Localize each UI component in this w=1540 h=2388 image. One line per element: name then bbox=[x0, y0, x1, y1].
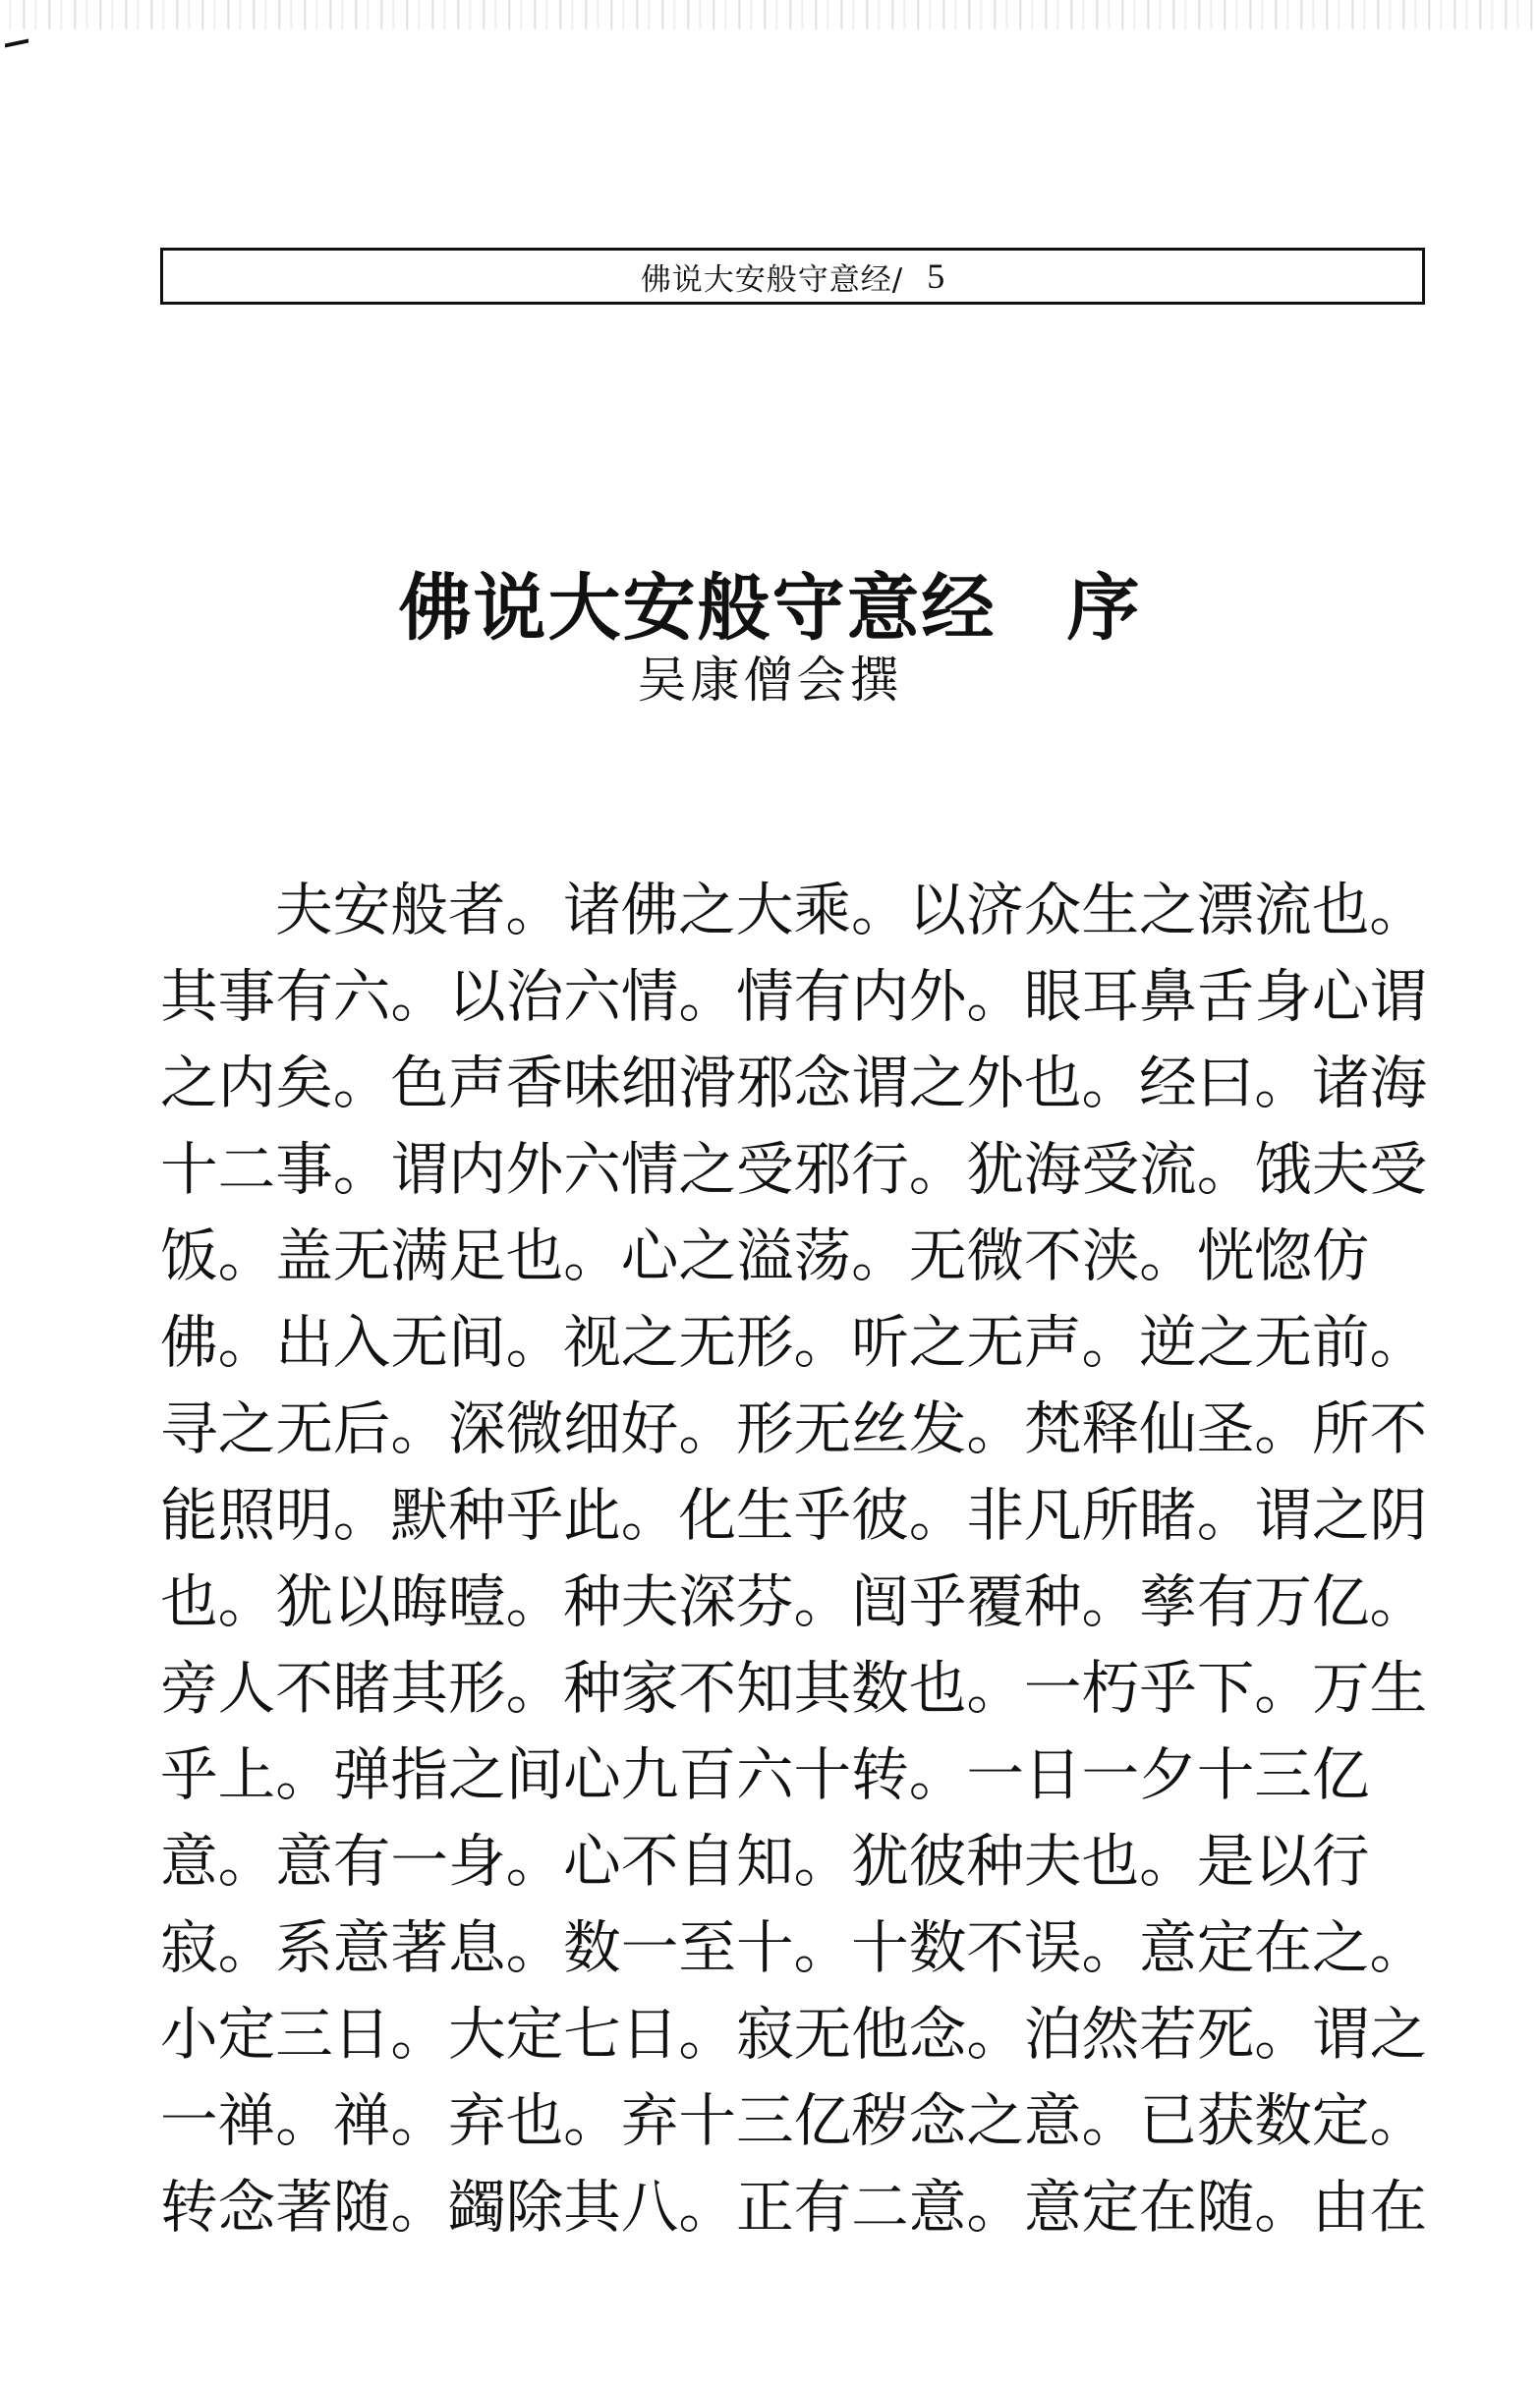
chapter-title-main: 佛说大安般守意经 bbox=[398, 566, 997, 651]
chapter-title bbox=[0, 550, 1540, 654]
body-paragraph bbox=[160, 867, 1432, 2250]
body-line: 乎上。弹指之间心九百六十转。一日一夕十三亿 bbox=[160, 1741, 1370, 1808]
body-line: 佛。出入无间。视之无形。听之无声。逆之无前。 bbox=[160, 1309, 1428, 1376]
body-line: 一禅。禅。弃也。弃十三亿秽念之意。已获数定。 bbox=[160, 2087, 1428, 2154]
running-head-title: 佛说大安般守意经/ bbox=[640, 261, 904, 298]
scan-artifact-mark bbox=[5, 38, 29, 47]
body-line: 能照明。默种乎此。化生乎彼。非凡所睹。谓之阴 bbox=[160, 1482, 1428, 1549]
page-number: 5 bbox=[927, 256, 945, 296]
body-line: 夫安般者。诸佛之大乘。以济众生之漂流也。 bbox=[275, 877, 1427, 943]
body-line: 转念著随。蠲除其八。正有二意。意定在随。由在 bbox=[160, 2174, 1428, 2241]
body-line: 之内矣。色声香味细滑邪念谓之外也。经曰。诸海 bbox=[160, 1050, 1428, 1116]
author-line: 吴康僧会撰 bbox=[637, 652, 903, 709]
body-line: 也。犹以晦曀。种夫深芬。闿乎覆种。孳有万亿。 bbox=[160, 1568, 1428, 1635]
body-line: 饭。盖无满足也。心之溢荡。无微不浃。恍惚仿 bbox=[160, 1222, 1370, 1289]
body-line: 小定三日。大定七日。寂无他念。泊然若死。谓之 bbox=[160, 2001, 1428, 2068]
scan-artifact-top-edge bbox=[0, 0, 1540, 29]
body-line: 意。意有一身。心不自知。犹彼种夫也。是以行 bbox=[160, 1828, 1370, 1895]
body-line: 十二事。谓内外六情之受邪行。犹海受流。饿夫受 bbox=[160, 1136, 1428, 1203]
body-line: 寻之无后。深微细好。形无丝发。梵释仙圣。所不 bbox=[160, 1395, 1428, 1462]
chapter-title-suffix: 序 bbox=[1066, 566, 1142, 651]
body-line: 旁人不睹其形。种家不知其数也。一朽乎下。万生 bbox=[160, 1655, 1428, 1722]
body-line: 其事有六。以治六情。情有内外。眼耳鼻舌身心谓 bbox=[160, 963, 1428, 1030]
running-head-box bbox=[160, 248, 1425, 305]
body-line: 寂。系意著息。数一至十。十数不误。意定在之。 bbox=[160, 1914, 1428, 1981]
